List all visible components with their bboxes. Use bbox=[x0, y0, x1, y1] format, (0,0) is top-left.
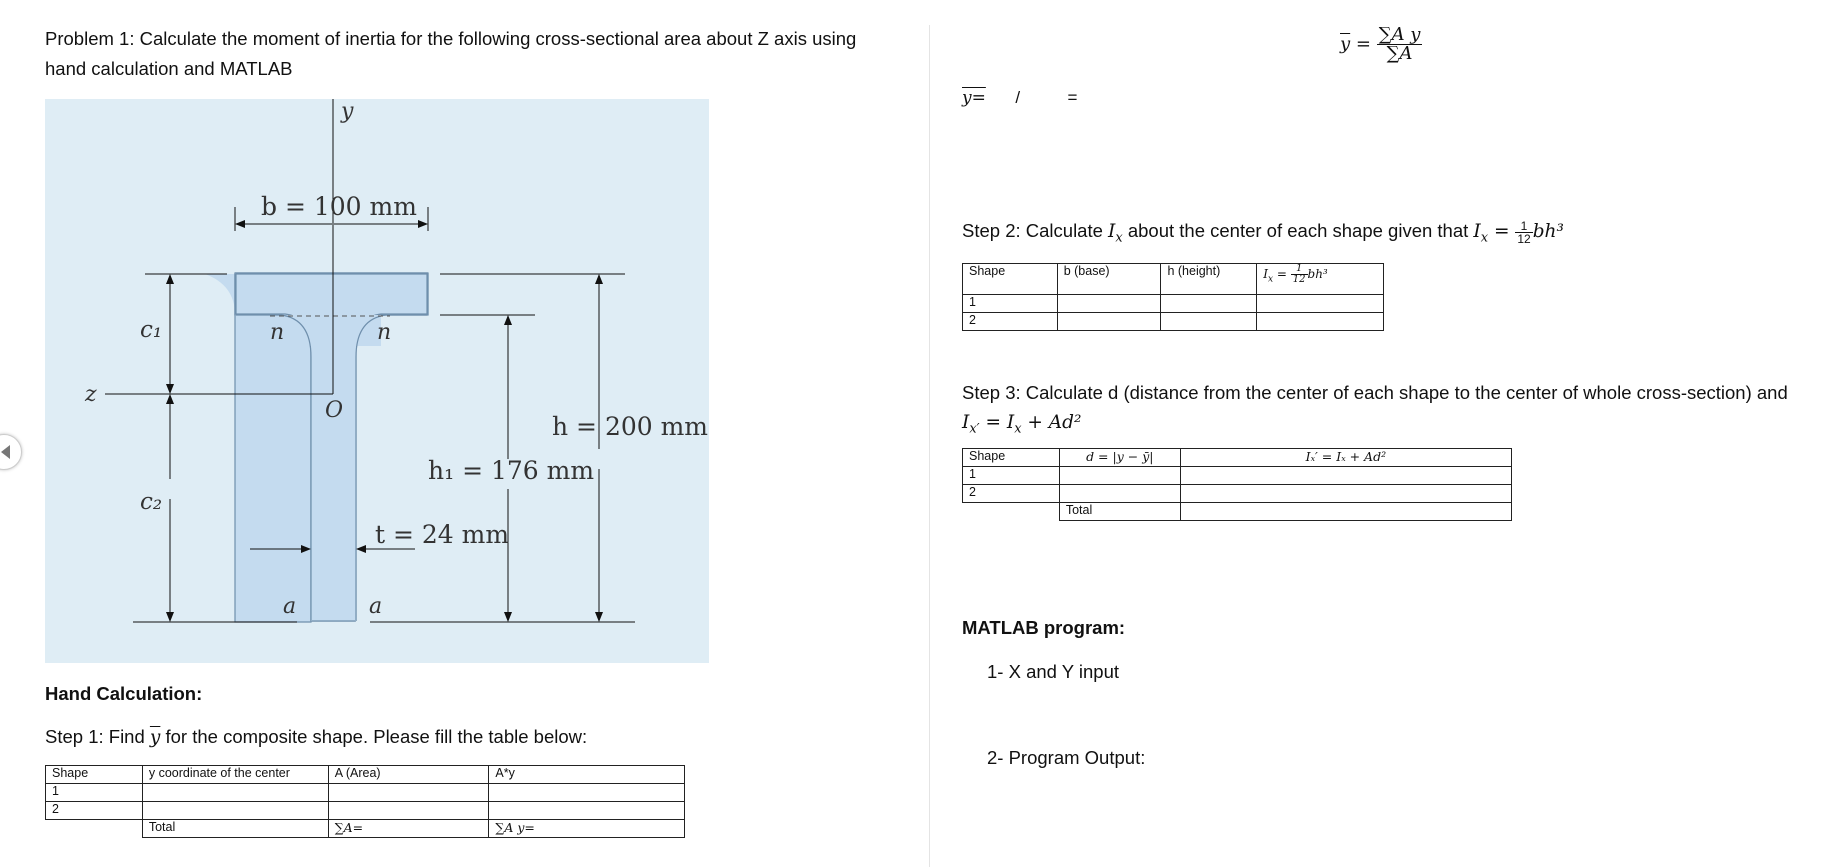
step2-ix: I bbox=[1108, 221, 1116, 242]
step3-tail: + Ad² bbox=[1021, 412, 1082, 433]
t3-total-cell[interactable] bbox=[1180, 503, 1511, 521]
t-section-figure bbox=[45, 99, 709, 663]
label-h: h = 200 mm bbox=[552, 412, 709, 441]
t2-cell[interactable] bbox=[1057, 295, 1161, 313]
t1-cell[interactable] bbox=[489, 784, 685, 802]
problem-line-2: hand calculation and MATLAB bbox=[45, 58, 293, 79]
t2-one: 1 bbox=[1291, 264, 1308, 275]
t3-cell[interactable] bbox=[1059, 485, 1180, 503]
t2-cell[interactable] bbox=[1257, 313, 1384, 331]
t3-header-ix: Iₓ′ = Iₓ + Ad² bbox=[1180, 449, 1511, 467]
step2-prefix: Step 2: Calculate bbox=[962, 220, 1109, 241]
ybar-line-eq: = bbox=[1067, 88, 1078, 107]
t1-header-ay: A*y bbox=[489, 766, 685, 784]
label-o: O bbox=[325, 398, 344, 423]
step3-text bbox=[962, 378, 1788, 445]
ybar-fraction bbox=[1377, 26, 1423, 63]
t2-header-ix: $I_x$ = $\frac{1}{12}$ bh³ bbox=[1257, 264, 1384, 295]
label-z: z bbox=[85, 382, 97, 407]
t2-header-shape: Shape bbox=[963, 264, 1058, 295]
t2-header-base: b (base) bbox=[1057, 264, 1161, 295]
label-a-right: a bbox=[369, 594, 383, 619]
label-h1: h₁ = 176 mm bbox=[428, 456, 595, 485]
label-c2: c₂ bbox=[140, 489, 163, 515]
t1-empty bbox=[46, 820, 143, 838]
label-y: y bbox=[341, 99, 354, 124]
step2-formula-i: I bbox=[1473, 221, 1481, 242]
step3-line-2: $I_{x'} = I_x + Ad^2$ bbox=[962, 412, 1082, 437]
t2-cell[interactable] bbox=[1161, 295, 1257, 313]
t3-header-shape: Shape bbox=[963, 449, 1060, 467]
ybar-numerator: ∑A y bbox=[1378, 24, 1421, 45]
ybar-formula: $\overline{y}$ = $\frac{\text{∑A y}}{\sum A}$ bbox=[1340, 24, 1421, 64]
t1-sum-a: ∑A= bbox=[328, 820, 489, 838]
t3-empty bbox=[963, 503, 1060, 521]
t3-cell[interactable] bbox=[1180, 467, 1511, 485]
t3-total-label: Total bbox=[1059, 503, 1180, 521]
step2-twelve: 12 bbox=[1517, 231, 1531, 246]
step1-suffix: for the composite shape. Please fill the table below: bbox=[160, 726, 588, 747]
ybar-lhs: $\overline{y}$ bbox=[1340, 33, 1351, 55]
matlab-item-2: 2- Program Output: bbox=[987, 747, 1146, 768]
figure-background bbox=[45, 99, 709, 663]
label-n-right: n bbox=[377, 320, 392, 345]
ybar-line-slash: / bbox=[1015, 88, 1021, 107]
label-n-left: n bbox=[270, 320, 285, 345]
t1-header-ycoord: y coordinate of the center bbox=[142, 766, 328, 784]
ybar-symbol: $\overline{y}$ bbox=[149, 727, 161, 748]
ybar-denominator: ∑A bbox=[1386, 43, 1413, 64]
step2-ix-sub: x bbox=[1115, 230, 1123, 246]
t1-sum-ay: ∑A y= bbox=[489, 820, 685, 838]
t2-cell[interactable] bbox=[1057, 313, 1161, 331]
step1-prefix: Step 1: Find bbox=[45, 726, 150, 747]
step2-middle: about the center of each shape given that bbox=[1122, 220, 1474, 241]
hand-calc-heading: Hand Calculation: bbox=[45, 683, 203, 704]
column-divider bbox=[929, 25, 930, 867]
t2-row-label: 2 bbox=[963, 313, 1058, 331]
label-t: t = 24 mm bbox=[375, 520, 510, 549]
step2-one: 1 bbox=[1515, 220, 1532, 233]
label-c1: c₁ bbox=[140, 317, 163, 343]
t1-cell[interactable] bbox=[142, 784, 328, 802]
step2-formula-sub: x bbox=[1480, 230, 1489, 246]
t2-fraction bbox=[1291, 264, 1308, 285]
matlab-heading: MATLAB program: bbox=[962, 617, 1126, 638]
table-step2 bbox=[962, 263, 1384, 331]
step2-formula-rest: bh³ bbox=[1532, 221, 1564, 242]
label-a-left: a bbox=[283, 594, 297, 619]
t1-row-label: 2 bbox=[46, 802, 143, 820]
matlab-item-1: 1- X and Y input bbox=[987, 661, 1120, 682]
t2-row-label: 1 bbox=[963, 295, 1058, 313]
label-b: b = 100 mm bbox=[261, 192, 417, 221]
t2-formula-rest: bh³ bbox=[1307, 267, 1328, 281]
t1-cell[interactable] bbox=[328, 802, 489, 820]
t2-cell[interactable] bbox=[1161, 313, 1257, 331]
t3-cell[interactable] bbox=[1180, 485, 1511, 503]
ybar-line-lhs: y= bbox=[962, 88, 986, 108]
problem-line-1: Problem 1: Calculate the moment of inertia for the following cross-sectional area about Z axis using bbox=[45, 28, 857, 49]
step3-rhs: = I bbox=[985, 412, 1015, 433]
t3-row-label: 2 bbox=[963, 485, 1060, 503]
problem-statement bbox=[45, 24, 856, 84]
t3-header-d: d = |y − ȳ| bbox=[1059, 449, 1180, 467]
side-panel-toggle[interactable] bbox=[0, 434, 22, 470]
t1-cell[interactable] bbox=[489, 802, 685, 820]
t2-header-height: h (height) bbox=[1161, 264, 1257, 295]
t2-twelve: 12 bbox=[1292, 274, 1306, 285]
t1-total-label: Total bbox=[142, 820, 328, 838]
step3-lhs: I bbox=[962, 412, 970, 433]
step2-fraction bbox=[1515, 220, 1532, 245]
step1-text bbox=[45, 722, 587, 753]
step3-line-1: Step 3: Calculate d (distance from the center of each shape to the center of whole cross-section) and bbox=[962, 382, 1788, 403]
table-step1 bbox=[45, 765, 685, 838]
t2-cell[interactable] bbox=[1257, 295, 1384, 313]
ybar-line bbox=[962, 88, 1077, 108]
t1-header-area: A (Area) bbox=[328, 766, 489, 784]
t1-cell[interactable] bbox=[328, 784, 489, 802]
t2-ix-sub: x bbox=[1268, 274, 1274, 285]
table-step3 bbox=[962, 448, 1512, 521]
t1-row-label: 1 bbox=[46, 784, 143, 802]
t2-ix-i: I bbox=[1263, 267, 1269, 281]
t1-header-shape: Shape bbox=[46, 766, 143, 784]
t1-cell[interactable] bbox=[142, 802, 328, 820]
t3-row-label: 1 bbox=[963, 467, 1060, 485]
t3-cell[interactable] bbox=[1059, 467, 1180, 485]
step2-text: Step 2: Calculate $I_x$ about the center of each shape given that $I_x$ = $\frac{1}{12}$ bh³ bbox=[962, 218, 1564, 246]
